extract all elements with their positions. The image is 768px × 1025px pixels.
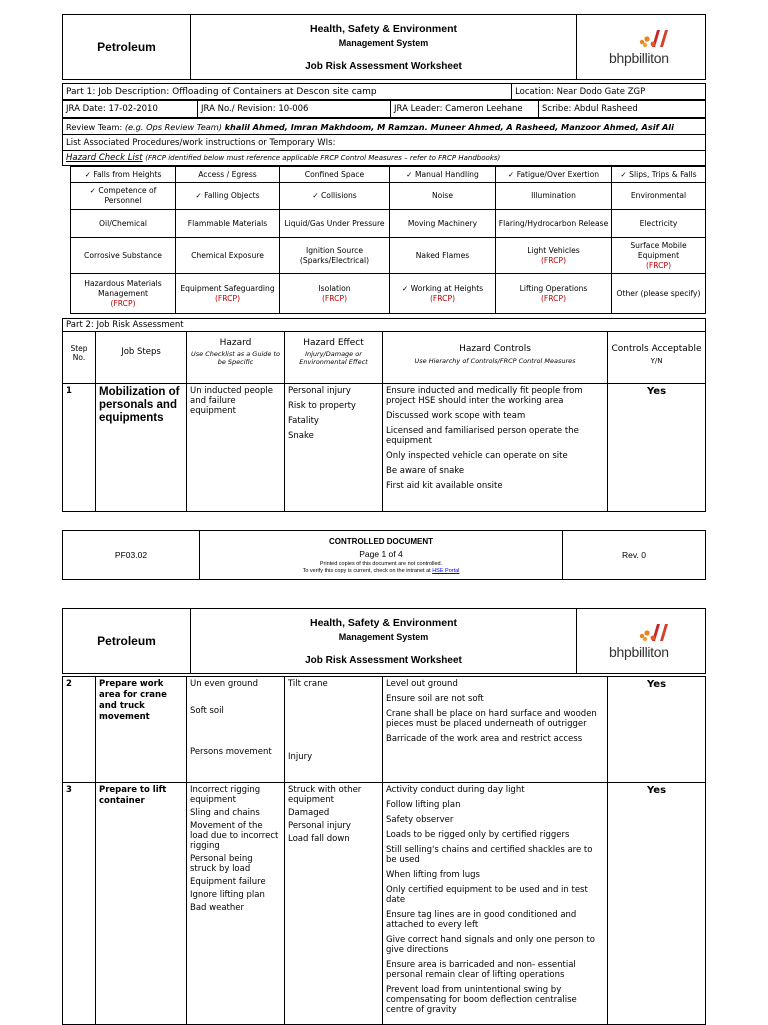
control-text: Activity conduct during day light: [386, 785, 525, 795]
company-name: Petroleum: [63, 15, 191, 80]
hazard-item: Noise: [390, 183, 496, 210]
control-text: Licensed and familiarised person operate the equipment: [386, 426, 579, 446]
verify-notice: To verify this copy is current, check on the intranet at: [302, 567, 431, 574]
effect-text: Struck with other equipment: [288, 785, 362, 805]
part1-label: Part 1: Job Description: [66, 86, 167, 97]
hazard-item: Flaring/Hydrocarbon Release: [496, 210, 612, 238]
hazard-text: Sling and chains: [190, 808, 260, 818]
hazard-item: Confined Space: [280, 167, 390, 183]
control-text: Only inspected vehicle can operate on site: [386, 451, 568, 461]
hazard-text: Bad weather: [190, 903, 244, 913]
col-job-steps: Job Steps: [96, 332, 187, 384]
col-hazard-sub: Use Checklist as a Guide to be Specific: [191, 350, 280, 366]
printed-notice: Printed copies of this document are not controlled.: [319, 560, 443, 567]
control-text: Be aware of snake: [386, 466, 465, 476]
hazard-item: ✓ Working at Heights: [401, 283, 484, 293]
hazard-item: Other (please specify): [612, 274, 706, 314]
col-effect-sub: Injury/Damage or Environmental Effect: [299, 350, 368, 366]
hazard-item: Naked Flames: [390, 238, 496, 274]
logo-mark-icon: [639, 28, 673, 48]
logo-wordmark: bhpbilliton: [609, 643, 669, 660]
table-row: [63, 677, 706, 783]
hazard-item: Flammable Materials: [176, 210, 280, 238]
hazard-item: Isolation: [318, 283, 351, 293]
hazard-text: Ignore lifting plan: [190, 890, 265, 900]
controls-acceptable: Yes: [608, 783, 706, 1025]
effect-text: Damaged: [288, 808, 330, 818]
hazard-item: ✓ Falling Objects: [176, 183, 280, 210]
hazard-item: Electricity: [612, 210, 706, 238]
control-text: First aid kit available onsite: [386, 481, 503, 491]
hazard-item: Moving Machinery: [390, 210, 496, 238]
col-controls: Hazard Controls: [459, 344, 531, 354]
scribe: Scribe: Abdul Rasheed: [539, 101, 706, 118]
effect-text: Tilt crane: [288, 679, 328, 689]
effect-text: Personal injury: [288, 821, 351, 831]
control-text: Safety observer: [386, 815, 454, 825]
frcp-tag: (FRCP): [429, 293, 456, 303]
worksheet-title: Job Risk Assessment Worksheet: [305, 654, 462, 666]
risk-assessment-table: [62, 676, 706, 1025]
header-title: Health, Safety & Environment: [309, 22, 458, 35]
job-description: : Offloading of Containers at Descon site camp: [166, 86, 377, 97]
effect-text: Load fall down: [288, 834, 350, 844]
revision: Rev. 0: [563, 531, 706, 580]
control-text: Only certified equipment to be used and in test date: [386, 885, 588, 905]
control-text: Level out ground: [386, 679, 458, 689]
frcp-tag: (FRCP): [321, 293, 348, 303]
control-text: Give correct hand signals and only one person to give directions: [386, 935, 595, 955]
frcp-tag: (FRCP): [110, 298, 136, 308]
hse-portal-link[interactable]: HSE Portal: [432, 567, 460, 574]
frcp-tag: (FRCP): [540, 255, 567, 265]
hazard-item: Light Vehicles: [527, 245, 580, 255]
control-text: Prevent load from unintentional swing by compensating for boom deflection centralise centre of gravity: [386, 985, 577, 1015]
hazard-item: Access / Egress: [176, 167, 280, 183]
bhpbilliton-logo: [609, 622, 673, 660]
hazard-item: Environmental: [612, 183, 706, 210]
job-step: Prepare work area for crane and truck movement: [96, 677, 187, 783]
controls-acceptable: Yes: [608, 677, 706, 783]
control-text: Ensure inducted and medically fit people from project HSE should inter the working area: [386, 386, 583, 406]
hazard-item: Illumination: [496, 183, 612, 210]
job-step: Prepare to lift container: [96, 783, 187, 1025]
col-accept-sub: Y/N: [650, 357, 663, 365]
hazard-item: Hazardous Materials Management: [84, 278, 162, 298]
hazard-text: Personal being struck by load: [190, 854, 253, 874]
bhpbilliton-logo: [609, 28, 673, 66]
review-team-label: Review Team:: [66, 121, 123, 132]
risk-assessment-table: [62, 331, 706, 512]
page-footer: [62, 530, 706, 580]
logo-wordmark: bhpbilliton: [609, 49, 669, 66]
control-text: Loads to be rigged only by certified riggers: [386, 830, 570, 840]
hazard-item: ✓ Collisions: [280, 183, 390, 210]
control-text: Ensure soil are not soft: [386, 694, 484, 704]
hazard-text: Un even ground: [190, 679, 258, 689]
hazard-item: Corrosive Substance: [71, 238, 176, 274]
hazard-text: Soft soil: [190, 706, 224, 716]
frcp-tag: (FRCP): [540, 293, 567, 303]
hazard-item: Liquid/Gas Under Pressure: [280, 210, 390, 238]
step-number: 2: [63, 677, 96, 783]
hazard-text: Movement of the load due to incorrect rigging: [190, 821, 279, 851]
document-header: [62, 14, 706, 80]
associated-procedures: List Associated Procedures/work instructions or Temporary WIs:: [63, 135, 706, 151]
control-text: Crane shall be place on hard surface and wooden pieces must be placed underneath of outrigger: [386, 709, 597, 729]
jra-date: JRA Date: 17-02-2010: [63, 101, 198, 118]
page-number: Page 1 of 4: [359, 548, 403, 559]
hazard-item: Ignition Source (Sparks/Electrical): [280, 238, 390, 274]
hazard-text: Incorrect rigging equipment: [190, 785, 261, 805]
col-effect: Hazard Effect: [303, 338, 364, 348]
hazard-text: Un inducted people and failure equipment: [190, 386, 273, 416]
review-team-members: khalil Ahmed, Imran Makhdoom, M Ramzan. Muneer Ahmed, A Rasheed, Manzoor Ahmed, Asif Ali: [224, 121, 674, 132]
header-subtitle: Management System: [338, 37, 429, 48]
location: Location: Near Dodo Gate ZGP: [512, 84, 706, 100]
col-step: Step No.: [63, 332, 96, 384]
document-code: PF03.02: [63, 531, 200, 580]
col-hazard: Hazard: [219, 338, 252, 348]
step-number: 1: [63, 384, 96, 512]
control-text: Barricade of the work area and restrict access: [386, 734, 583, 744]
hazard-item: Lifting Operations: [519, 283, 588, 293]
control-text: Follow lifting plan: [386, 800, 461, 810]
company-name: Petroleum: [63, 609, 191, 674]
hazard-item: ✓ Competence of Personnel: [71, 183, 176, 210]
control-text: Discussed work scope with team: [386, 411, 526, 421]
hazard-item: ✓ Slips, Trips & Falls: [612, 167, 706, 183]
hazard-item: ✓ Manual Handling: [390, 167, 496, 183]
hazard-item: ✓ Fatigue/Over Exertion: [496, 167, 612, 183]
col-accept: Controls Acceptable: [611, 344, 702, 354]
hazard-checklist-note: (FRCP identified below must reference applicable FRCP Control Measures – refer to FRCP Handbooks): [145, 154, 501, 162]
frcp-tag: (FRCP): [214, 293, 241, 303]
control-text: When lifting from lugs: [386, 870, 480, 880]
review-team-hint: (e.g. Ops Review Team): [124, 121, 222, 132]
hazard-item: Oil/Chemical: [71, 210, 176, 238]
controls-acceptable: Yes: [608, 384, 706, 512]
document-header: [62, 608, 706, 674]
part2-label: Part 2: Job Risk Assessment: [63, 319, 706, 332]
effect-text: Personal injury: [288, 386, 351, 396]
effect-text: Snake: [288, 431, 314, 441]
hazard-text: Persons movement: [190, 747, 272, 757]
header-subtitle: Management System: [338, 631, 429, 642]
hazard-item: Chemical Exposure: [176, 238, 280, 274]
hazard-item: Equipment Safeguarding: [180, 283, 275, 293]
job-step: Mobilization of personals and equipments: [96, 384, 187, 512]
hazard-item: ✓ Falls from Heights: [71, 167, 176, 183]
job-info-table: [62, 83, 706, 100]
control-text: Ensure tag lines are in good conditioned and attached to every left: [386, 910, 577, 930]
effect-text: Injury: [288, 752, 313, 762]
logo-mark-icon: [639, 622, 673, 642]
control-text: Still selling's chains and certified shackles are to be used: [386, 845, 593, 865]
hazard-item: Surface Mobile Equipment: [630, 240, 687, 260]
header-title: Health, Safety & Environment: [309, 616, 458, 629]
jra-leader: JRA Leader: Cameron Leehane: [391, 101, 539, 118]
step-number: 3: [63, 783, 96, 1025]
jra-number: JRA No./ Revision: 10-006: [198, 101, 391, 118]
effect-text: Fatality: [288, 416, 319, 426]
hazard-checklist-label: Hazard Check List: [66, 153, 143, 163]
col-controls-sub: Use Hierarchy of Controls/FRCP Control Measures: [414, 357, 576, 365]
control-text: Ensure area is barricaded and non- essential personal remain clear of lifting operations: [386, 960, 576, 980]
table-row: [63, 384, 706, 512]
frcp-tag: (FRCP): [645, 260, 672, 270]
effect-text: Risk to property: [288, 401, 356, 411]
controlled-document: CONTROLLED DOCUMENT: [329, 536, 433, 546]
worksheet-title: Job Risk Assessment Worksheet: [305, 60, 462, 72]
hazard-checklist: [70, 166, 706, 314]
hazard-text: Equipment failure: [190, 877, 266, 887]
table-row: [63, 783, 706, 1025]
